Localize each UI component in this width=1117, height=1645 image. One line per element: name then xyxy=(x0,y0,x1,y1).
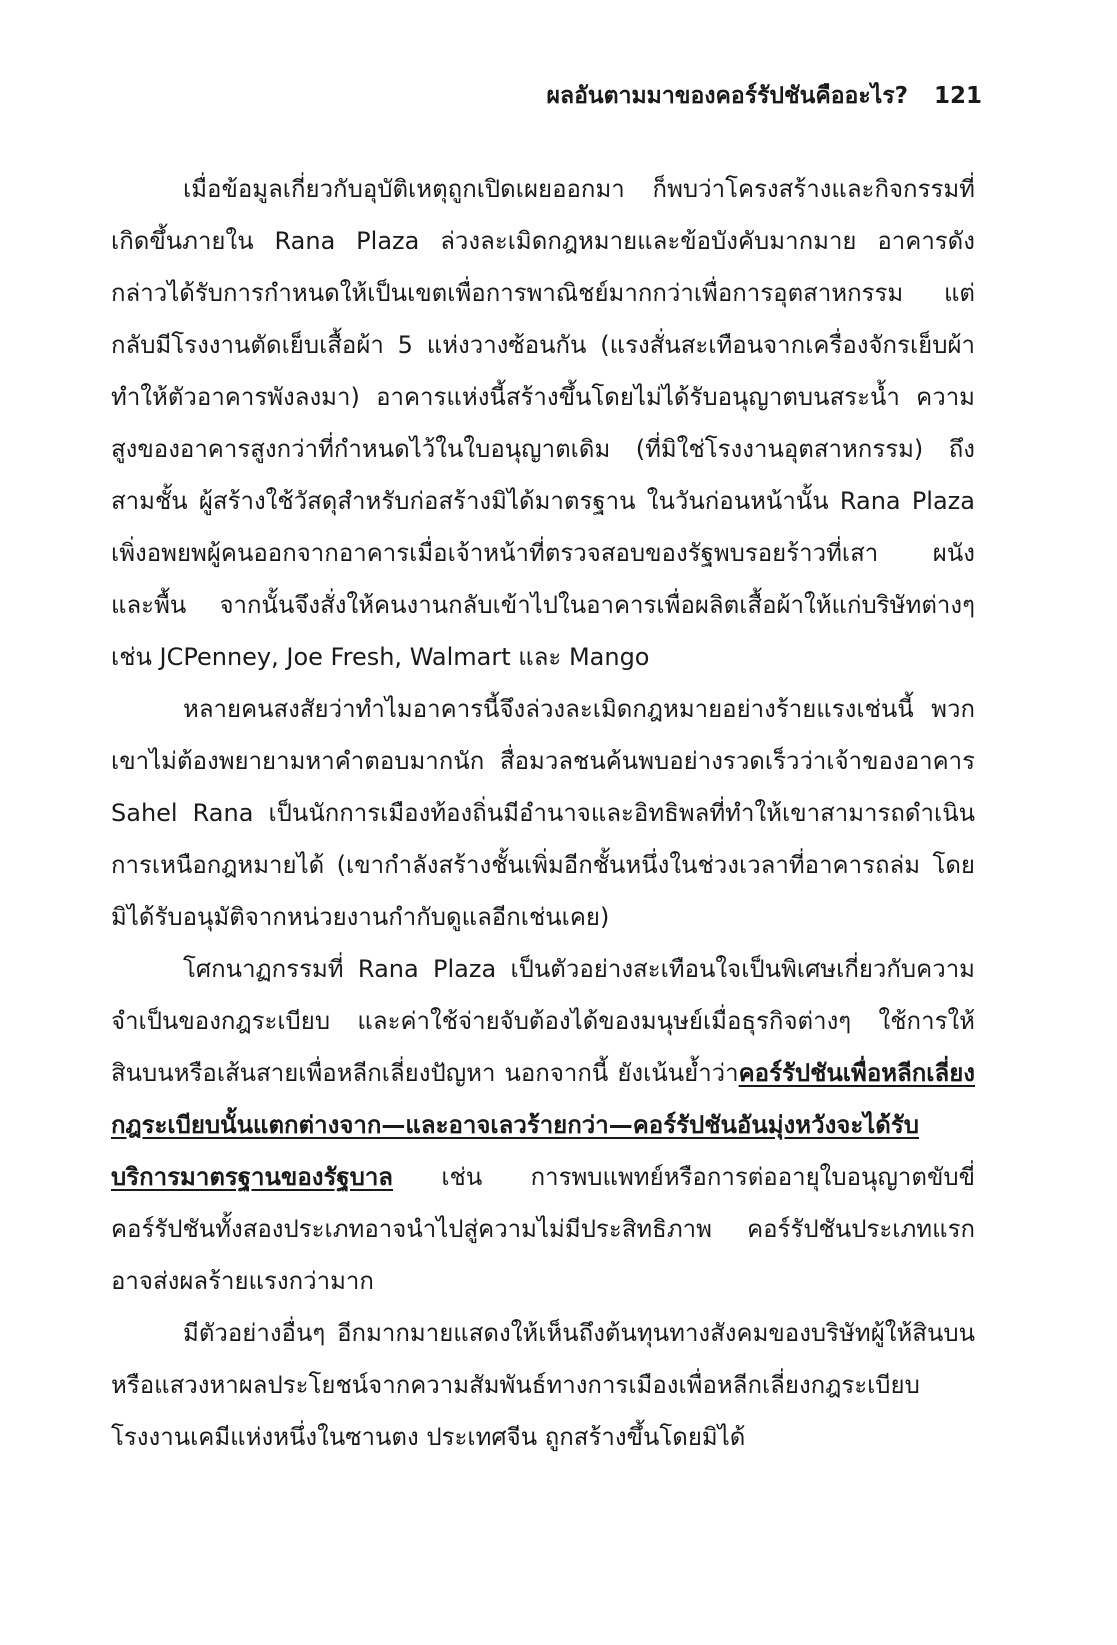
running-header xyxy=(547,78,982,114)
emphasized-statement: คอร์รัปชันเพื่อหลีกเลี่ยงกฎระเบียบนั้นแตกต่างจาก—และอาจเลวร้ายกว่า—คอร์รัปชันอันมุ่งหวังจะได้รับบริการมาตรฐานของรัฐบาล xyxy=(111,1059,975,1191)
paragraph-1: เมื่อข้อมูลเกี่ยวกับอุบัติเหตุถูกเปิดเผยออกมา ก็พบว่าโครงสร้างและกิจกรรมที่เกิดขึ้นภายใน Rana Plaza ล่วงละเมิดกฎหมายและข้อบังคับมากมาย อาคารดังกล่าวได้รับการกำหนดให้เป็นเขตเพื่อการพาณิชย์มากกว่าเพื่อการอุตสาหกรรม แต่กลับมีโรงงานตัดเย็บเสื้อผ้า 5 แห่งวางซ้อนกัน (แรงสั่นสะเทือนจากเครื่องจักรเย็บผ้าทำให้ตัวอาคารพังลงมา) อาคารแห่งนี้สร้างขึ้นโดยไม่ได้รับอนุญาตบนสระน้ำ ความสูงของอาคารสูงกว่าที่กำหนดไว้ในใบอนุญาตเดิม (ที่มิใช่โรงงานอุตสาหกรรม) ถึงสามชั้น ผู้สร้างใช้วัสดุสำหรับก่อสร้างมิได้มาตรฐาน ในวันก่อนหน้านั้น Rana Plaza เพิ่งอพยพผู้คนออกจากอาคารเมื่อเจ้าหน้าที่ตรวจสอบของรัฐพบรอยร้าวที่เสา ผนัง และพื้น จากนั้นจึงสั่งให้คนงานกลับเข้าไปในอาคารเพื่อผลิตเสื้อผ้าให้แก่บริษัทต่างๆ เช่น JCPenney, Joe Fresh, Walmart และ Mango xyxy=(111,175,975,671)
paragraph-3 xyxy=(111,943,975,1307)
paragraph-4: มีตัวอย่างอื่นๆ อีกมากมายแสดงให้เห็นถึงต้นทุนทางสังคมของบริษัทผู้ให้สินบนหรือแสวงหาผลประโยชน์จากความสัมพันธ์ทางการเมืองเพื่อหลีกเลี่ยงกฎระเบียบ โรงงานเคมีแห่งหนึ่งในซานตง ประเทศจีน ถูกสร้างขึ้นโดยมิได้ xyxy=(111,1319,975,1451)
paragraph-3-continuation: เช่น การพบแพทย์หรือการต่ออายุใบอนุญาตขับขี่ คอร์รัปชันทั้งสองประเภทอาจนำไปสู่ความไม่มีประสิทธิภาพ คอร์รัปชันประเภทแรกอาจส่งผลร้ายแรงกว่ามาก xyxy=(111,1163,975,1295)
paragraph-3-intro: โศกนาฏกรรมที่ Rana Plaza เป็นตัวอย่างสะเทือนใจเป็นพิเศษเกี่ยวกับความจำเป็นของกฎระเบียบ และค่าใช้จ่ายจับต้องได้ของมนุษย์เมื่อธุรกิจต่างๆ ใช้การให้สินบนหรือเส้นสายเพื่อหลีกเลี่ยงปัญหา นอกจากนี้ ยังเน้นย้ำว่า xyxy=(111,955,975,1087)
body-text xyxy=(111,163,975,1463)
page-number: 121 xyxy=(933,83,982,109)
paragraph-2: หลายคนสงสัยว่าทำไมอาคารนี้จึงล่วงละเมิดกฎหมายอย่างร้ายแรงเช่นนี้ พวกเขาไม่ต้องพยายามหาคำตอบมากนัก สื่อมวลชนค้นพบอย่างรวดเร็วว่าเจ้าของอาคาร Sahel Rana เป็นนักการเมืองท้องถิ่นมีอำนาจและอิทธิพลที่ทำให้เขาสามารถดำเนินการเหนือกฎหมายได้ (เขากำลังสร้างชั้นเพิ่มอีกชั้นหนึ่งในช่วงเวลาที่อาคารถล่ม โดยมิได้รับอนุมัติจากหน่วยงานกำกับดูแลอีกเช่นเคย) xyxy=(111,695,975,931)
chapter-title: ผลอันตามมาของคอร์รัปชันคืออะไร? xyxy=(546,83,908,109)
